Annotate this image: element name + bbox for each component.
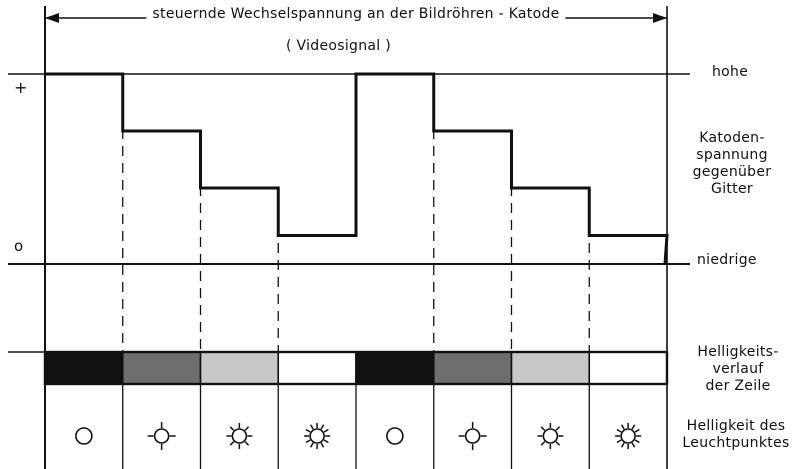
diagram-title: steuernde Wechselspannung an der Bildröhren - Katode	[146, 6, 565, 22]
bright-sun-icon	[615, 423, 641, 449]
label-cathode-voltage	[672, 130, 792, 198]
brightness-segment	[512, 352, 590, 384]
dim-sun-icon	[459, 422, 487, 450]
label-cathode-voltage-line3: gegenüber	[692, 164, 772, 180]
brightness-segment	[278, 352, 356, 384]
label-high: hohe	[712, 64, 749, 80]
brightness-segment	[356, 352, 434, 384]
circle-icon	[76, 428, 92, 444]
diagram-subtitle: ( Videosignal )	[286, 38, 391, 54]
circle-icon	[387, 428, 403, 444]
brightness-segment	[123, 352, 201, 384]
label-cathode-voltage-line1: Katoden-	[699, 130, 765, 146]
sun-icon	[537, 423, 563, 449]
label-spot-brightness-line1: Helligkeit des	[686, 418, 786, 434]
label-brightness-course-line1: Helligkeits-	[697, 344, 779, 360]
dimension-arrow-left	[45, 13, 59, 23]
zero-sign: o	[14, 237, 24, 255]
label-brightness-course-line3: der Zeile	[705, 378, 771, 394]
brightness-segment	[434, 352, 512, 384]
label-spot-brightness	[676, 418, 796, 452]
label-low: niedrige	[697, 252, 757, 268]
label-spot-brightness-line2: Leuchtpunktes	[682, 435, 790, 451]
sun-icon	[226, 423, 252, 449]
label-cathode-voltage-line4: Gitter	[711, 181, 753, 197]
label-brightness-course-line2: verlauf	[712, 361, 764, 377]
video-signal-staircase	[45, 74, 667, 264]
brightness-segment	[589, 352, 667, 384]
brightness-segment	[201, 352, 279, 384]
dim-sun-icon	[148, 422, 176, 450]
dimension-arrow-right	[653, 13, 667, 23]
brightness-segment	[45, 352, 123, 384]
plus-sign: +	[14, 78, 28, 97]
label-cathode-voltage-line2: spannung	[696, 147, 768, 163]
label-brightness-course	[678, 344, 798, 395]
bright-sun-icon	[304, 423, 330, 449]
